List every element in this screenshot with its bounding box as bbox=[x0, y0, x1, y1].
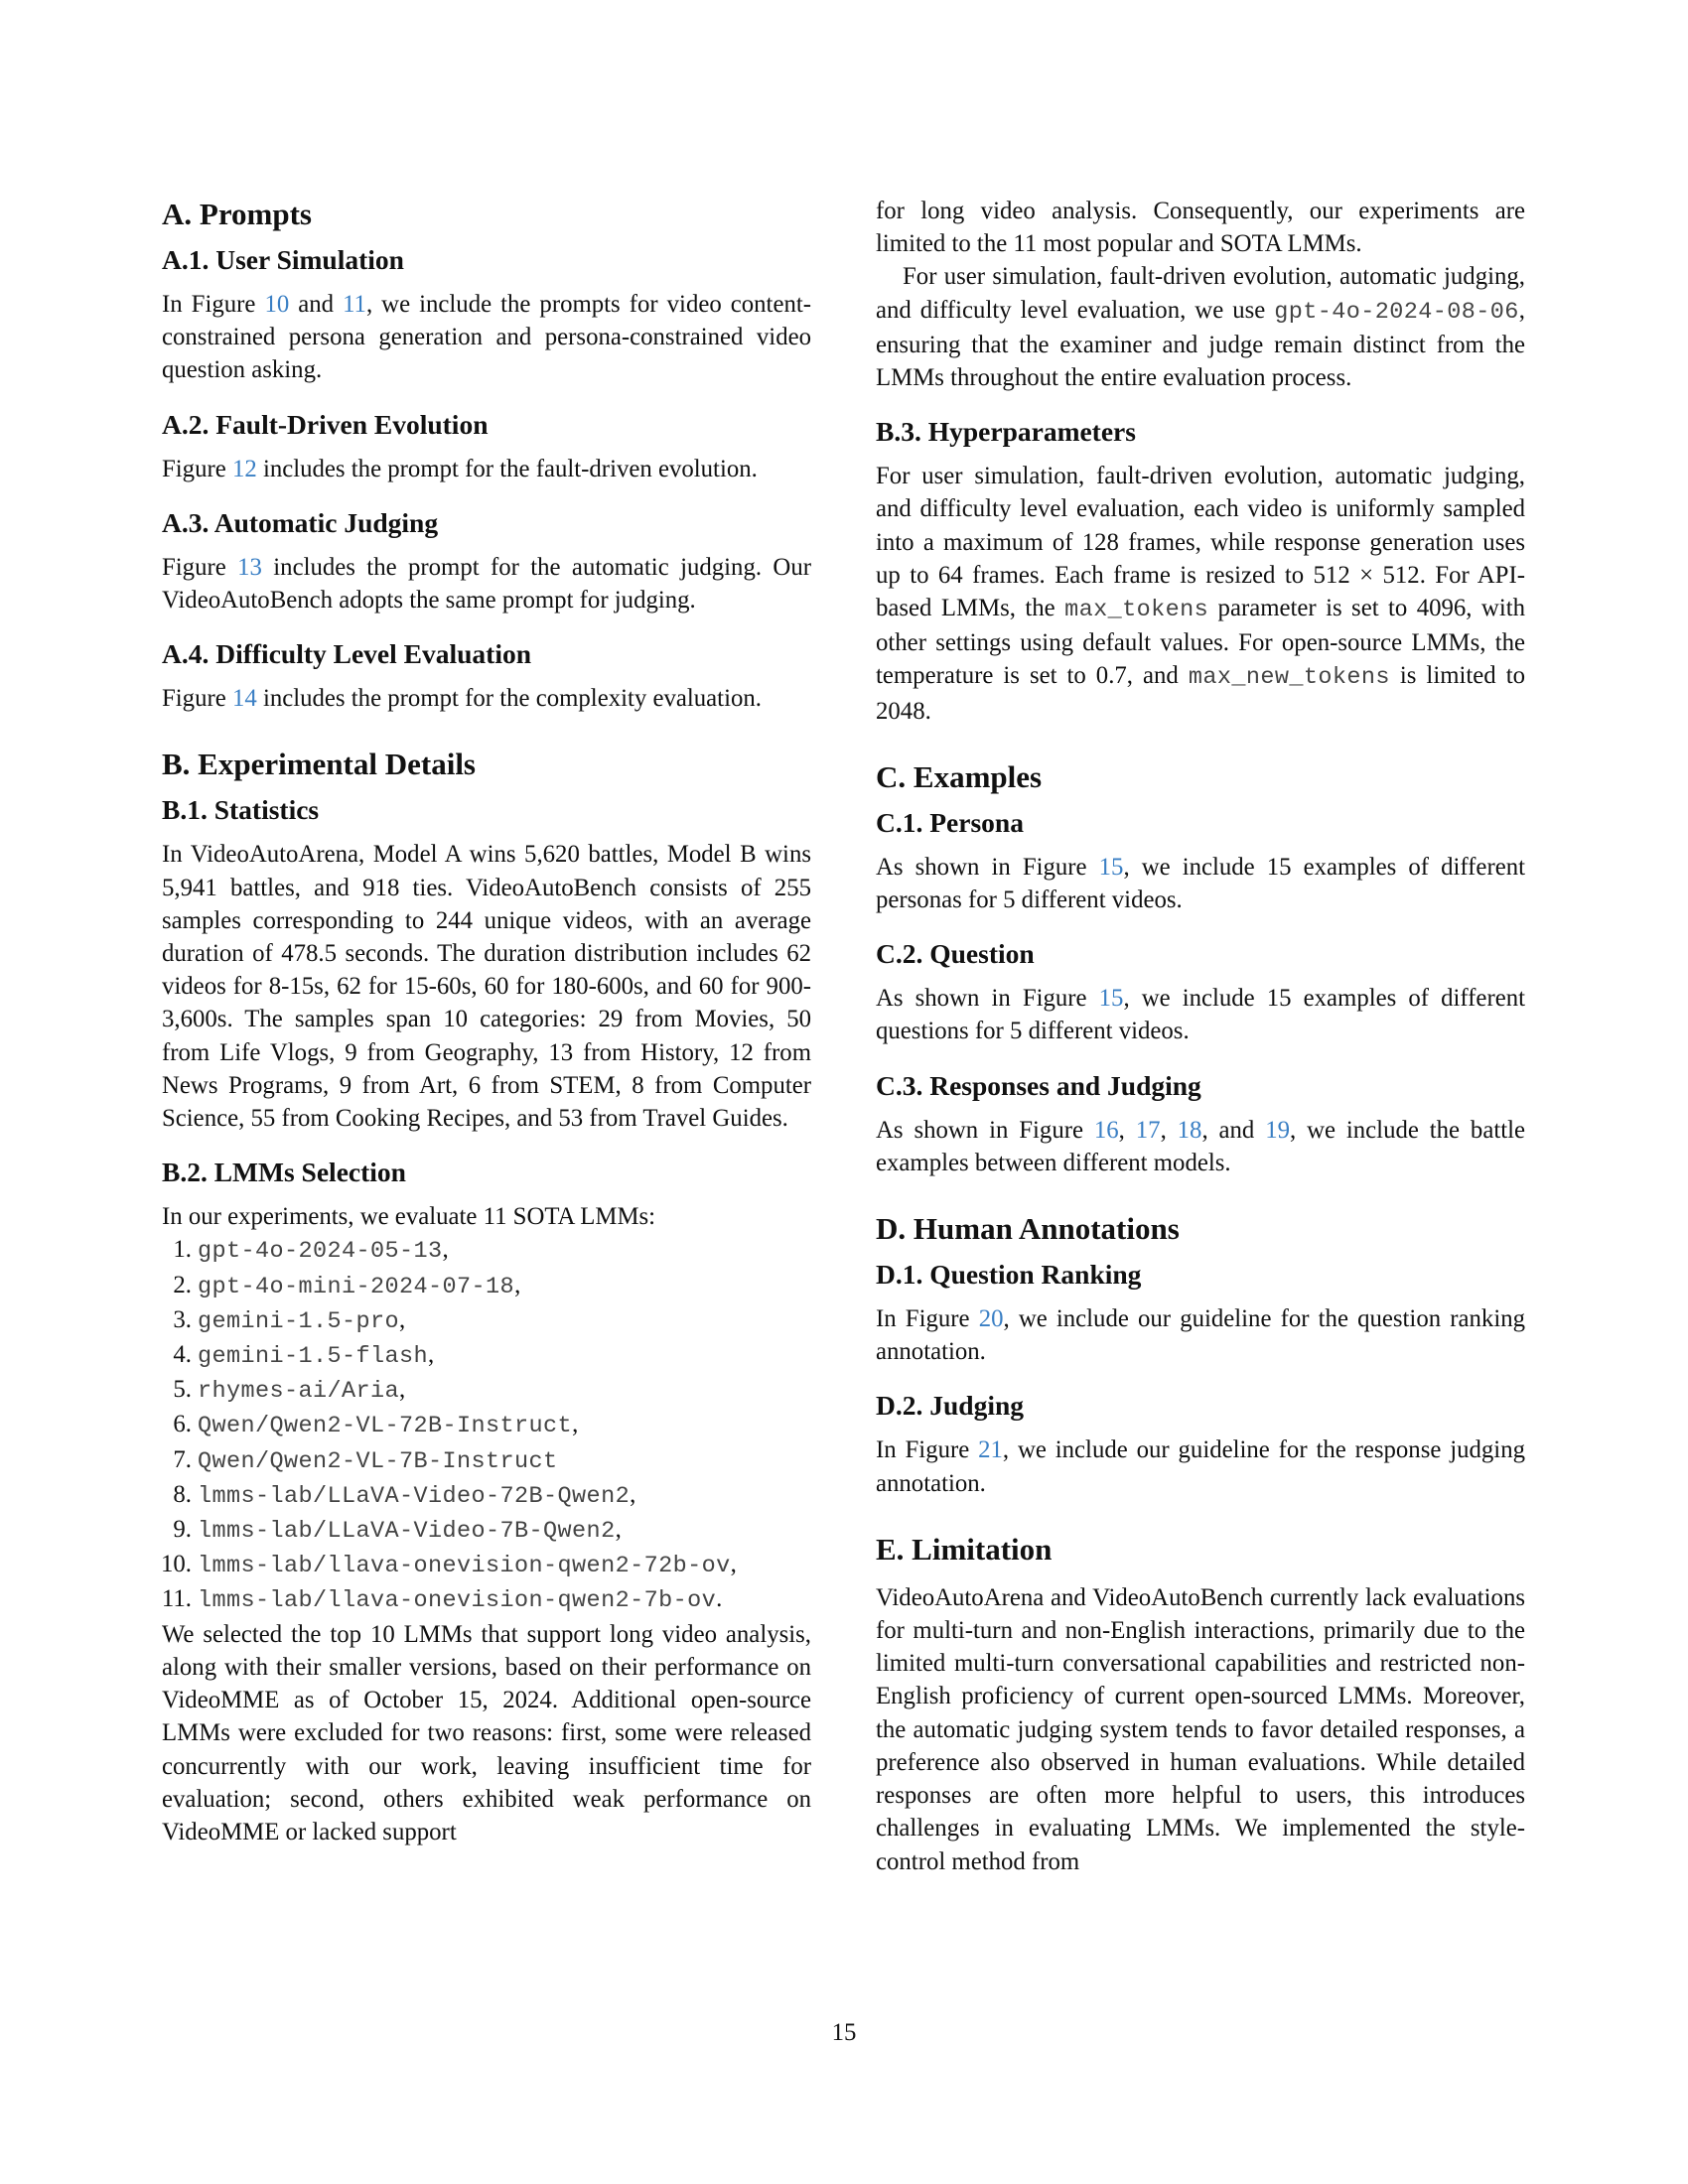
model-name: gpt-4o-mini-2024-07-18 bbox=[198, 1273, 515, 1300]
figure-ref-link[interactable]: 11 bbox=[343, 291, 366, 318]
list-punctuation: , bbox=[514, 1271, 521, 1298]
code-model-name: gpt-4o-2024-08-06 bbox=[1274, 298, 1519, 326]
c3-paragraph: As shown in Figure 16, 17, 18, and 19, we include the battle examples between different models. bbox=[876, 1116, 1526, 1176]
figure-ref-link[interactable]: 14 bbox=[231, 685, 257, 713]
list-punctuation: , bbox=[399, 1376, 406, 1404]
model-name: lmms-lab/llava-onevision-qwen2-7b-ov bbox=[198, 1587, 717, 1615]
figure-ref-link[interactable]: 20 bbox=[978, 1305, 1004, 1333]
subsection-c3-heading: C.3. Responses and Judging bbox=[876, 1069, 1201, 1101]
list-punctuation: , bbox=[730, 1551, 737, 1578]
code-max-new-tokens: max_new_tokens bbox=[1188, 664, 1390, 692]
list-number: 5. bbox=[173, 1376, 192, 1404]
list-number: 4. bbox=[173, 1341, 192, 1369]
right-column bbox=[876, 195, 1525, 1878]
model-list-item bbox=[162, 1303, 811, 1338]
list-punctuation: , bbox=[399, 1305, 406, 1333]
figure-ref-link[interactable]: 15 bbox=[1098, 853, 1124, 881]
list-number: 7. bbox=[173, 1445, 192, 1473]
b2-intro: In our experiments, we evaluate 11 SOTA LMMs: bbox=[162, 1203, 656, 1231]
model-list-item bbox=[162, 1269, 811, 1303]
model-name: gemini-1.5-flash bbox=[198, 1343, 429, 1371]
model-list-item bbox=[162, 1478, 811, 1513]
list-punctuation: , bbox=[572, 1411, 579, 1438]
c1-paragraph: As shown in Figure 15, we include 15 examples of different personas for 5 different videos. bbox=[876, 853, 1525, 914]
figure-ref-link[interactable]: 19 bbox=[1265, 1116, 1291, 1144]
model-name: lmms-lab/llava-onevision-qwen2-72b-ov bbox=[198, 1553, 731, 1580]
subsection-b2-heading: B.2. LMMs Selection bbox=[162, 1157, 406, 1188]
list-number: 6. bbox=[173, 1411, 192, 1438]
list-punctuation: . bbox=[716, 1585, 723, 1613]
figure-ref-link[interactable]: 17 bbox=[1135, 1116, 1161, 1144]
page-number: 15 bbox=[831, 2019, 857, 2046]
model-list-item bbox=[162, 1548, 811, 1582]
model-name: gemini-1.5-pro bbox=[198, 1307, 400, 1335]
b2-paragraph-2: For user simulation, fault-driven evolution, automatic judging, and difficulty level evaluation, we use gpt-4o-2024-08-06, ensuring that the examiner and judge remain distinct from the LMMs throughout the entire evaluation process. bbox=[876, 263, 1525, 392]
code-max-tokens: max_tokens bbox=[1064, 597, 1209, 624]
list-number: 10. bbox=[161, 1551, 192, 1578]
subsection-a4-heading: A.4. Difficulty Level Evaluation bbox=[162, 638, 532, 670]
a1-paragraph: In Figure 10 and 11, we include the prompts for video content-constrained persona generation and persona-constrained video question asking. bbox=[162, 291, 812, 384]
model-name: Qwen/Qwen2-VL-72B-Instruct bbox=[198, 1413, 573, 1440]
a2-paragraph: Figure 12 includes the prompt for the fault-driven evolution. bbox=[162, 455, 758, 482]
figure-ref-link[interactable]: 21 bbox=[978, 1436, 1003, 1464]
a4-paragraph: Figure 14 includes the prompt for the complexity evaluation. bbox=[162, 685, 762, 713]
section-c-heading: C. Examples bbox=[876, 758, 1043, 794]
model-name: lmms-lab/LLaVA-Video-72B-Qwen2 bbox=[198, 1482, 631, 1510]
list-punctuation: , bbox=[442, 1236, 449, 1264]
model-name: lmms-lab/LLaVA-Video-7B-Qwen2 bbox=[198, 1518, 616, 1546]
figure-ref-link[interactable]: 13 bbox=[237, 553, 262, 581]
list-number: 9. bbox=[173, 1516, 192, 1544]
e-paragraph: VideoAutoArena and VideoAutoBench currently lack evaluations for multi-turn and non-English interactions, primarily due to the limited multi-turn conversational capabilities and restricted non-English proficiency of current open-sourced LMMs. Moreover, the automatic judging system tends to favor detailed responses, a preference also observed in human evaluations. While detailed responses are often more helpful to users, this introduces challenges in evaluating LMMs. We implemented the style-control method from bbox=[876, 1583, 1525, 1875]
subsection-d1-heading: D.1. Question Ranking bbox=[876, 1259, 1142, 1291]
c2-paragraph: As shown in Figure 15, we include 15 examples of different questions for 5 different videos. bbox=[876, 985, 1525, 1045]
subsection-c2-heading: C.2. Question bbox=[876, 938, 1035, 970]
model-list-item bbox=[162, 1233, 811, 1268]
model-list-item bbox=[162, 1338, 811, 1373]
b3-paragraph: For user simulation, fault-driven evolution, automatic judging, and difficulty level evaluation, each video is uniformly sampled into a maximum of 128 frames, while response generation uses up to 64 frames. Each frame is resized to 512 × 512. For API-based LMMs, the max_tokens parameter is set to 4096, with other settings using default values. For open-source LMMs, the temperature is set to 0.7, and max_new_tokens is limited to 2048. bbox=[876, 463, 1526, 725]
d2-paragraph: In Figure 21, we include our guideline for the response judging annotation. bbox=[876, 1436, 1525, 1497]
list-number: 1. bbox=[173, 1236, 192, 1264]
list-number: 11. bbox=[161, 1585, 192, 1613]
model-name: Qwen/Qwen2-VL-7B-Instruct bbox=[198, 1447, 558, 1475]
subsection-a2-heading: A.2. Fault-Driven Evolution bbox=[162, 408, 489, 440]
model-name: rhymes-ai/Aria bbox=[198, 1378, 400, 1406]
subsection-b3-heading: B.3. Hyperparameters bbox=[876, 416, 1136, 448]
a3-paragraph: Figure 13 includes the prompt for the automatic judging. Our VideoAutoBench adopts the same prompt for judging. bbox=[162, 553, 811, 614]
b2-continuation: for long video analysis. Consequently, our experiments are limited to the 11 most popular and SOTA LMMs. bbox=[876, 198, 1525, 258]
d1-paragraph: In Figure 20, we include our guideline for the question ranking annotation. bbox=[876, 1305, 1526, 1366]
figure-ref-link[interactable]: 12 bbox=[231, 455, 257, 482]
figure-ref-link[interactable]: 10 bbox=[264, 291, 290, 318]
list-number: 8. bbox=[173, 1480, 192, 1508]
subsection-c1-heading: C.1. Persona bbox=[876, 806, 1024, 838]
model-list bbox=[162, 1233, 811, 1617]
b2-paragraph: We selected the top 10 LMMs that support long video analysis, along with their smaller versions, based on their performance on VideoMME as of October 15, 2024. Additional open-source LMMs were excluded for two reasons: first, some were released concurrently with our work, leaving insufficient time for evaluation; second, others exhibited weak performance on VideoMME or lacked support bbox=[162, 1620, 811, 1845]
model-list-item bbox=[162, 1373, 811, 1408]
figure-ref-link[interactable]: 16 bbox=[1093, 1116, 1119, 1144]
b1-paragraph: In VideoAutoArena, Model A wins 5,620 battles, Model B wins 5,941 battles, and 918 ties. VideoAutoBench consists of 255 samples corresponding to 244 unique videos, with an average duration of 478.5 seconds. The duration distribution includes 62 videos for 8-15s, 62 for 15-60s, 60 for 180-600s, and 60 for 900-3,600s. The samples span 10 categories: 29 from Movies, 50 from Life Vlogs, 9 from Geography, 13 from History, 12 from News Programs, 9 from Art, 6 from STEM, 8 from Computer Science, 55 from Cooking Recipes, and 53 from Travel Guides. bbox=[162, 841, 811, 1133]
section-d-heading: D. Human Annotations bbox=[876, 1211, 1180, 1247]
figure-ref-link[interactable]: 18 bbox=[1177, 1116, 1202, 1144]
section-e-heading: E. Limitation bbox=[876, 1531, 1053, 1567]
left-column bbox=[162, 195, 811, 1848]
list-punctuation: , bbox=[615, 1516, 622, 1544]
section-b-heading: B. Experimental Details bbox=[162, 747, 476, 782]
subsection-a3-heading: A.3. Automatic Judging bbox=[162, 506, 439, 538]
model-list-item bbox=[162, 1443, 811, 1478]
list-punctuation: , bbox=[428, 1341, 435, 1369]
subsection-d2-heading: D.2. Judging bbox=[876, 1390, 1025, 1422]
subsection-a1-heading: A.1. User Simulation bbox=[162, 244, 404, 275]
subsection-b1-heading: B.1. Statistics bbox=[162, 794, 320, 826]
model-name: gpt-4o-2024-05-13 bbox=[198, 1238, 443, 1266]
list-punctuation: , bbox=[630, 1480, 636, 1508]
model-list-item bbox=[162, 1582, 811, 1617]
model-list-item bbox=[162, 1513, 811, 1548]
list-number: 2. bbox=[173, 1271, 192, 1298]
figure-ref-link[interactable]: 15 bbox=[1098, 985, 1124, 1013]
list-number: 3. bbox=[173, 1305, 192, 1333]
section-a-heading: A. Prompts bbox=[162, 197, 312, 231]
model-list-item bbox=[162, 1408, 811, 1442]
